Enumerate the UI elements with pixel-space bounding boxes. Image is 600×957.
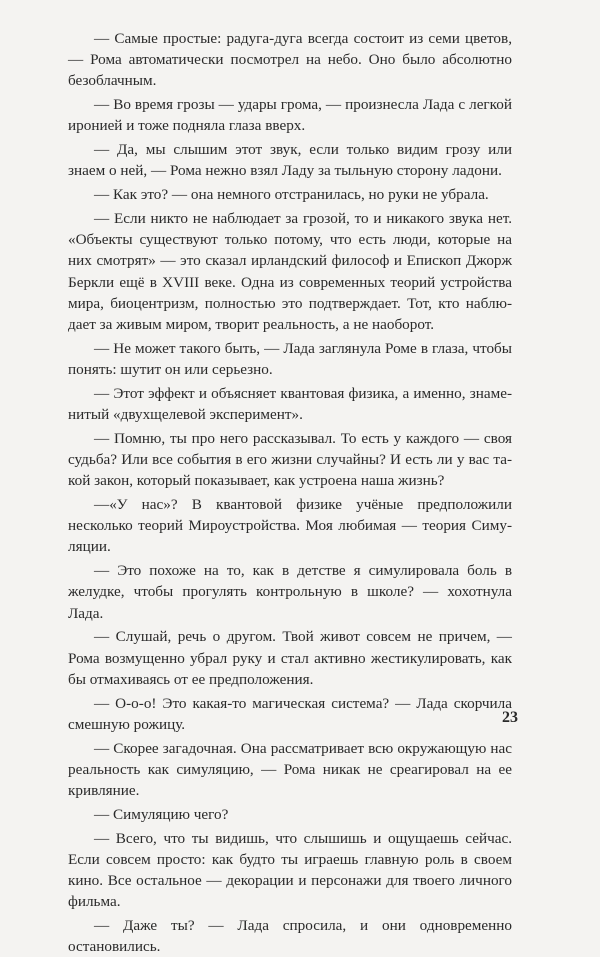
paragraph: — Скорее загадочная. Она рассматривает всю окружающую нас реальность как симуляцию, — Рома никак не среагировал на ее кривляние.: [68, 739, 512, 800]
paragraph: — Самые простые: радуга-дуга всегда состоит из семи цветов, — Рома автоматически посмотрел на небо. Оно было абсолютно безоблачным.: [68, 30, 512, 90]
paragraph: — Всего, что ты видишь, что слышишь и ощущаешь сейчас. Если совсем просто: как будто ты играешь главную роль в своем кино. Все остальное — декорации и персонажи для твоего личного фильма.: [68, 829, 512, 911]
paragraph: — Этот эффект и объясняет квантовая физика, а именно, знаменитый «двухщелевой эксперимент».: [68, 384, 512, 424]
paragraph: — Как это? — она немного отстранилась, но руки не убрала.: [94, 186, 489, 204]
paragraph: — Да, мы слышим этот звук, если только видим грозу или знаем о ней, — Рома нежно взял Ладу за тыльную сторону ладони.: [68, 141, 512, 180]
paragraph: —«У нас»? В квантовой физике учёные предположили несколько теорий Мироустройства. Моя любимая — теория Симуляции.: [68, 496, 512, 556]
paragraph: — Даже ты? — Лада спросила, и они одновременно остановились.: [68, 917, 512, 956]
paragraph: — Это похоже на то, как в детстве я симулировала боль в желудке, чтобы прогулять контрольную в школе? — хохотнула Лада.: [68, 562, 512, 622]
paragraph: — О-о-о! Это какая-то магическая система? — Лада скорчила смешную рожицу.: [68, 694, 512, 733]
paragraph: — Если никто не наблюдает за грозой, то и никакого звука нет. «Объекты существуют только потому, что есть люди, которые на них смотрят» — это сказал ирландский философ и Епископ Джорж Беркли ещё в XVIII веке. Одна из современных теорий устройства мира, биоцентризм, полностью это подтверждает. Тот, кто наблюдает за живым миром, творит реальность, а не наоборот.: [68, 210, 512, 334]
page-number: 23: [502, 709, 518, 726]
paragraph: — Во время грозы — удары грома, — произнесла Лада с легкой иронией и тоже подняла глаза вверх.: [68, 96, 512, 135]
paragraph: — Слушай, речь о другом. Твой живот совсем не причем, — Рома возмущенно убрал руку и стал активно жестикулировать, как бы отмахиваясь от ее предположения.: [68, 628, 512, 688]
paragraph: — Не может такого быть, — Лада заглянула Роме в глаза, чтобы понять: шутит он или серьезно.: [68, 339, 512, 379]
paragraph: — Симуляцию чего?: [94, 805, 229, 823]
paragraph: — Помню, ты про него рассказывал. То есть у каждого — своя судьба? Или все события в его жизни случайны? И есть ли у вас такой закон, который показывает, как устроена наша жизнь?: [68, 429, 512, 490]
